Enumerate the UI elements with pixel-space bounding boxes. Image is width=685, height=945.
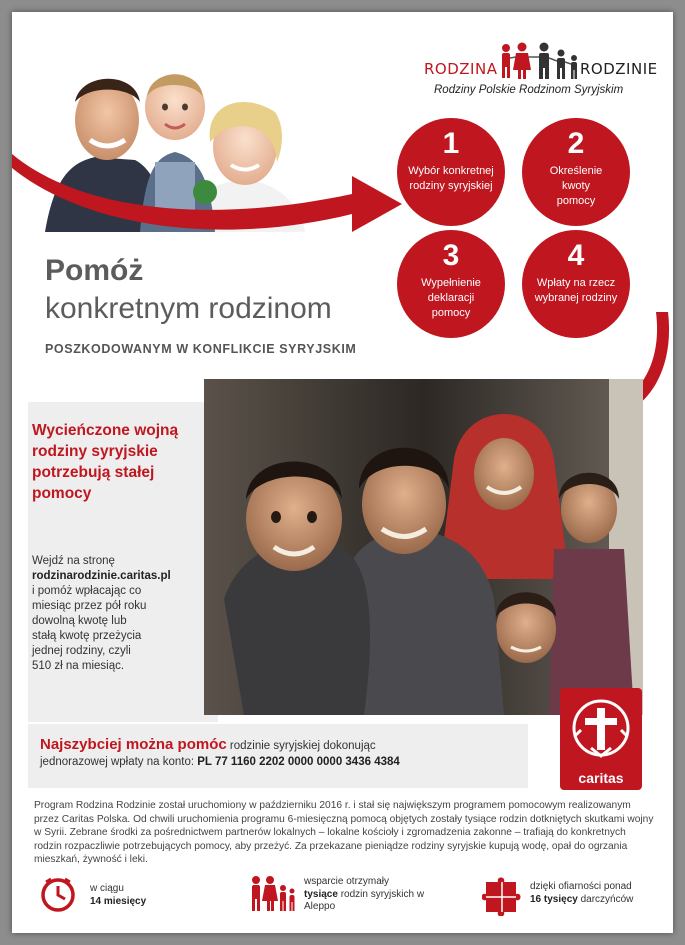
logo-word-rodzina: RODZINA	[424, 60, 498, 78]
stat-donors-pre: dzięki ofiarności ponad	[530, 881, 632, 892]
headline-subtitle: POSZKODOWANYM W KONFLIKCIE SYRYJSKIM	[45, 342, 357, 356]
stat-donors	[530, 881, 660, 906]
logo-subtitle: Rodziny Polskie Rodzinom Syryjskim	[434, 84, 624, 96]
step-text: Wybór konkretnej rodziny syryjskiej	[408, 165, 494, 192]
syrian-family-photo	[204, 379, 643, 715]
step-3-circle	[397, 230, 505, 338]
stat-families-post: rodzin syryjskich w Aleppo	[304, 888, 425, 912]
step-number: 3	[442, 239, 460, 272]
step-number: 2	[567, 127, 585, 160]
poster	[12, 12, 673, 933]
step-text: Wypełnienie deklaracji pomocy	[421, 277, 481, 319]
step-2-circle	[522, 118, 630, 226]
stat-donors-value: 16 tysięcy	[530, 893, 578, 905]
step-text: Określenie kwoty pomocy	[549, 165, 603, 207]
stat-duration-pre: w ciągu	[90, 883, 124, 894]
headline-bold: Pomóż	[45, 254, 144, 287]
headline-light: konkretnym rodzinom	[45, 292, 332, 325]
website-link[interactable]: rodzinarodzinie.caritas.pl	[32, 570, 171, 582]
logo-word-rodzinie: RODZINIE	[580, 60, 658, 78]
program-description: Program Rodzina Rodzinie został uruchomiony w październiku 2016 r. i stał się największym programem pomocowym realizowanym przez Caritas Polska. Od chwili uruchomienia programu 6-miesięczną pomocą objętych zostały tysiące rodzin dotkniętych skutkami wojny w Syrii. Zebrane środki za pośrednictwem partnerów lokalnych – lokalne kościoły i zgromadzenia zakonne – trafiają do konkretnych rodzin rozpaczliwie potrzebujących pomocy, aby przeżyć. Za przekazane pieniądze rodziny syryjskie kupują wodę, opał do ogrzania mieszkań, żywność i leki.	[34, 800, 654, 865]
step-number: 4	[567, 239, 585, 272]
donation-line-2	[40, 756, 400, 768]
stat-families-value: tysiące	[304, 888, 338, 900]
puzzle-icon	[482, 876, 522, 916]
panel-paragraph	[32, 554, 207, 674]
donation-account-label: jednorazowej wpłaty na konto:	[40, 756, 198, 768]
family-figures-icon	[494, 42, 580, 82]
donation-highlight: Najszybciej można pomóc	[40, 736, 227, 753]
step-number: 1	[442, 127, 460, 160]
step-text: Wpłaty na rzecz wybranej rodziny	[534, 277, 618, 304]
stat-duration-value: 14 miesięcy	[90, 895, 147, 907]
step-1-circle	[397, 118, 505, 226]
panel-intro: Wejdź na stronę	[32, 555, 115, 567]
caritas-label: caritas	[578, 770, 624, 786]
caritas-logo	[560, 688, 642, 790]
panel-heading: Wycieńczone wojną rodziny syryjskie potrzebują stałej pomocy	[32, 422, 179, 502]
bank-account-number: PL 77 1160 2202 0000 0000 3436 4384	[197, 756, 400, 768]
panel-instructions: i pomóż wpłacając co miesiąc przez pół roku dowolną kwotę lub stałą kwotę przeżycia jednej rodziny, czyli 510 zł na miesiąc.	[32, 585, 147, 672]
clock-icon	[38, 874, 78, 914]
donation-text: rodzinie syryjskiej dokonując	[226, 740, 376, 752]
red-arrow	[12, 132, 432, 252]
rodzina-rodzinie-logo	[424, 42, 664, 112]
donation-line-1	[40, 736, 376, 753]
stat-families-pre: wsparcie otrzymały	[304, 876, 390, 887]
family-icon	[248, 874, 296, 914]
stat-families	[304, 876, 454, 914]
caritas-cross-icon	[571, 696, 631, 766]
stat-duration	[90, 883, 146, 908]
stat-donors-post: darczyńców	[577, 893, 634, 905]
